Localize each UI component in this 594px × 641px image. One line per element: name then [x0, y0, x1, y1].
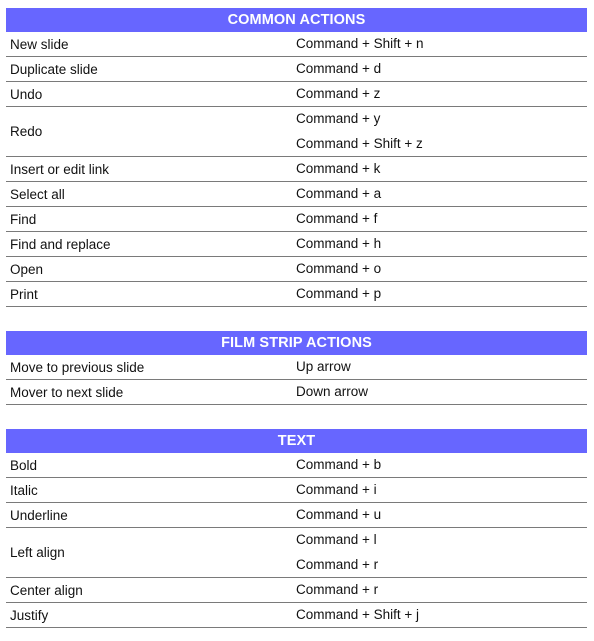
action-label: Underline	[10, 507, 68, 523]
table-row	[6, 107, 587, 157]
shortcut-key-combo: Command + Shift + n	[296, 36, 424, 51]
action-label: Insert or edit link	[10, 161, 110, 177]
shortcut-key-combo: Down arrow	[296, 384, 369, 399]
section-header: FILM STRIP ACTIONS	[6, 331, 587, 355]
table-row	[6, 380, 587, 405]
action-label: Find and replace	[10, 236, 111, 252]
table-row	[6, 453, 587, 478]
shortcut-key-combo: Command + Shift + z	[296, 131, 587, 156]
action-label: Italic	[10, 482, 38, 498]
action-label: Find	[10, 211, 37, 227]
shortcut-key-combo: Command + a	[296, 186, 382, 201]
shortcut-key-combo: Command + k	[296, 161, 381, 176]
shortcut-keys	[291, 282, 587, 306]
table-row	[6, 503, 587, 528]
shortcut-key-combo: Command + i	[296, 482, 377, 497]
table-row	[6, 82, 587, 107]
table-row	[6, 355, 587, 380]
shortcut-keys	[291, 453, 587, 477]
shortcut-key-combo: Command + p	[296, 286, 382, 301]
shortcut-key-combo: Command + y	[296, 111, 381, 126]
shortcut-keys	[291, 355, 587, 379]
action-label: New slide	[10, 36, 69, 52]
shortcut-keys	[291, 57, 587, 81]
shortcut-keys	[291, 232, 587, 256]
shortcut-section-common-actions	[6, 8, 587, 307]
shortcut-keys	[291, 257, 587, 281]
shortcut-keys	[291, 182, 587, 206]
table-row	[6, 182, 587, 207]
action-label: Redo	[10, 124, 43, 139]
action-label: Print	[10, 286, 38, 302]
table-row	[6, 603, 587, 628]
shortcut-keys	[291, 478, 587, 502]
shortcut-keys	[291, 82, 587, 106]
table-row	[6, 282, 587, 307]
table-row	[6, 528, 587, 578]
action-label: Duplicate slide	[10, 61, 98, 77]
shortcut-reference-sheet	[6, 8, 587, 628]
shortcut-key-combo: Command + r	[296, 582, 379, 597]
action-label: Left align	[10, 545, 65, 560]
table-row	[6, 57, 587, 82]
action-label: Move to previous slide	[10, 359, 145, 375]
shortcut-key-combo: Command + b	[296, 457, 382, 472]
shortcut-keys	[291, 603, 587, 627]
shortcut-keys	[291, 578, 587, 602]
shortcut-keys	[291, 207, 587, 231]
shortcut-keys	[291, 380, 587, 404]
shortcut-key-combo: Command + o	[296, 261, 382, 276]
table-row	[6, 157, 587, 182]
action-label: Undo	[10, 86, 43, 102]
shortcut-keys	[291, 32, 587, 56]
shortcut-section-text	[6, 429, 587, 628]
shortcut-key-combo: Command + l	[296, 532, 377, 547]
table-row	[6, 232, 587, 257]
shortcut-key-combo: Command + r	[296, 552, 587, 577]
shortcut-sections	[6, 8, 587, 628]
action-label: Open	[10, 261, 44, 277]
table-row	[6, 478, 587, 503]
shortcut-key-combo: Command + h	[296, 236, 382, 251]
shortcut-section-film-strip-actions	[6, 331, 587, 405]
action-label: Mover to next slide	[10, 384, 124, 400]
shortcut-key-combo: Command + z	[296, 86, 381, 101]
shortcut-key-combo: Command + d	[296, 61, 382, 76]
shortcut-key-combo: Command + f	[296, 211, 378, 226]
section-header: TEXT	[6, 429, 587, 453]
shortcut-keys	[291, 107, 587, 156]
action-label: Justify	[10, 607, 49, 623]
shortcut-key-combo: Command + u	[296, 507, 382, 522]
table-row	[6, 578, 587, 603]
table-row	[6, 207, 587, 232]
section-header: COMMON ACTIONS	[6, 8, 587, 32]
table-row	[6, 257, 587, 282]
action-label: Bold	[10, 457, 38, 473]
shortcut-key-combo: Up arrow	[296, 359, 351, 374]
table-row	[6, 32, 587, 57]
action-label: Center align	[10, 582, 83, 598]
shortcut-keys	[291, 503, 587, 527]
shortcut-keys	[291, 157, 587, 181]
action-label: Select all	[10, 186, 65, 202]
shortcut-keys	[291, 528, 587, 577]
shortcut-key-combo: Command + Shift + j	[296, 607, 420, 622]
